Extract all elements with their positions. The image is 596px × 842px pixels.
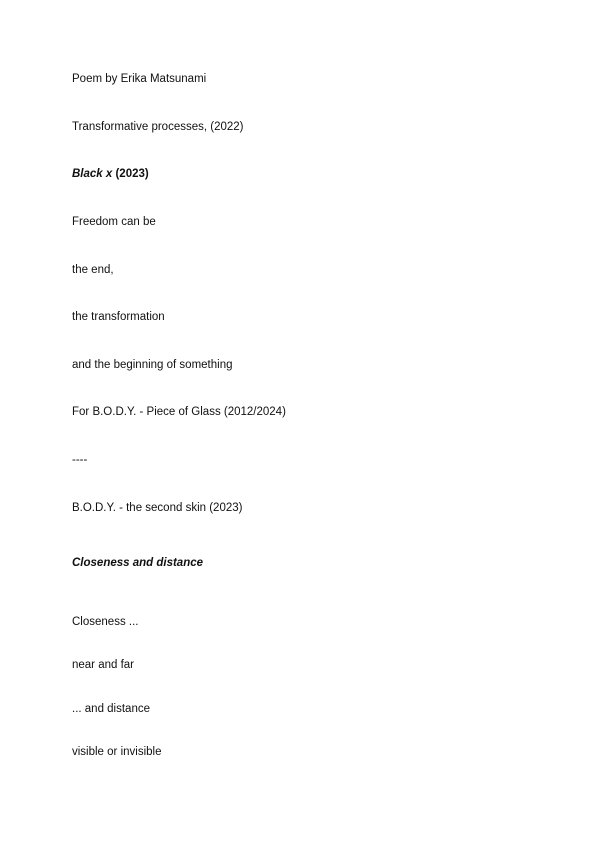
dedication: For B.O.D.Y. - Piece of Glass (2012/2024) xyxy=(72,406,286,418)
poem-line: the transformation xyxy=(72,311,165,323)
poem-line: visible or invisible xyxy=(72,746,162,758)
section-heading-italic: Black x xyxy=(72,168,113,180)
section-heading: Closeness and distance xyxy=(72,557,204,569)
work-title: Transformative processes, (2022) xyxy=(72,121,244,133)
work-title: B.O.D.Y. - the second skin (2023) xyxy=(72,502,243,514)
section-heading-year: (2023) xyxy=(112,168,149,180)
poem-byline: Poem by Erika Matsunami xyxy=(72,73,207,85)
poem-line: Freedom can be xyxy=(72,216,156,228)
poem-line: ... and distance xyxy=(72,703,150,715)
poem-line: the end, xyxy=(72,264,114,276)
poem-line: Closeness ... xyxy=(72,616,139,628)
poem-line: near and far xyxy=(72,659,135,671)
poem-line: and the beginning of something xyxy=(72,359,233,371)
separator: ---- xyxy=(72,454,88,466)
section-heading xyxy=(72,167,149,181)
